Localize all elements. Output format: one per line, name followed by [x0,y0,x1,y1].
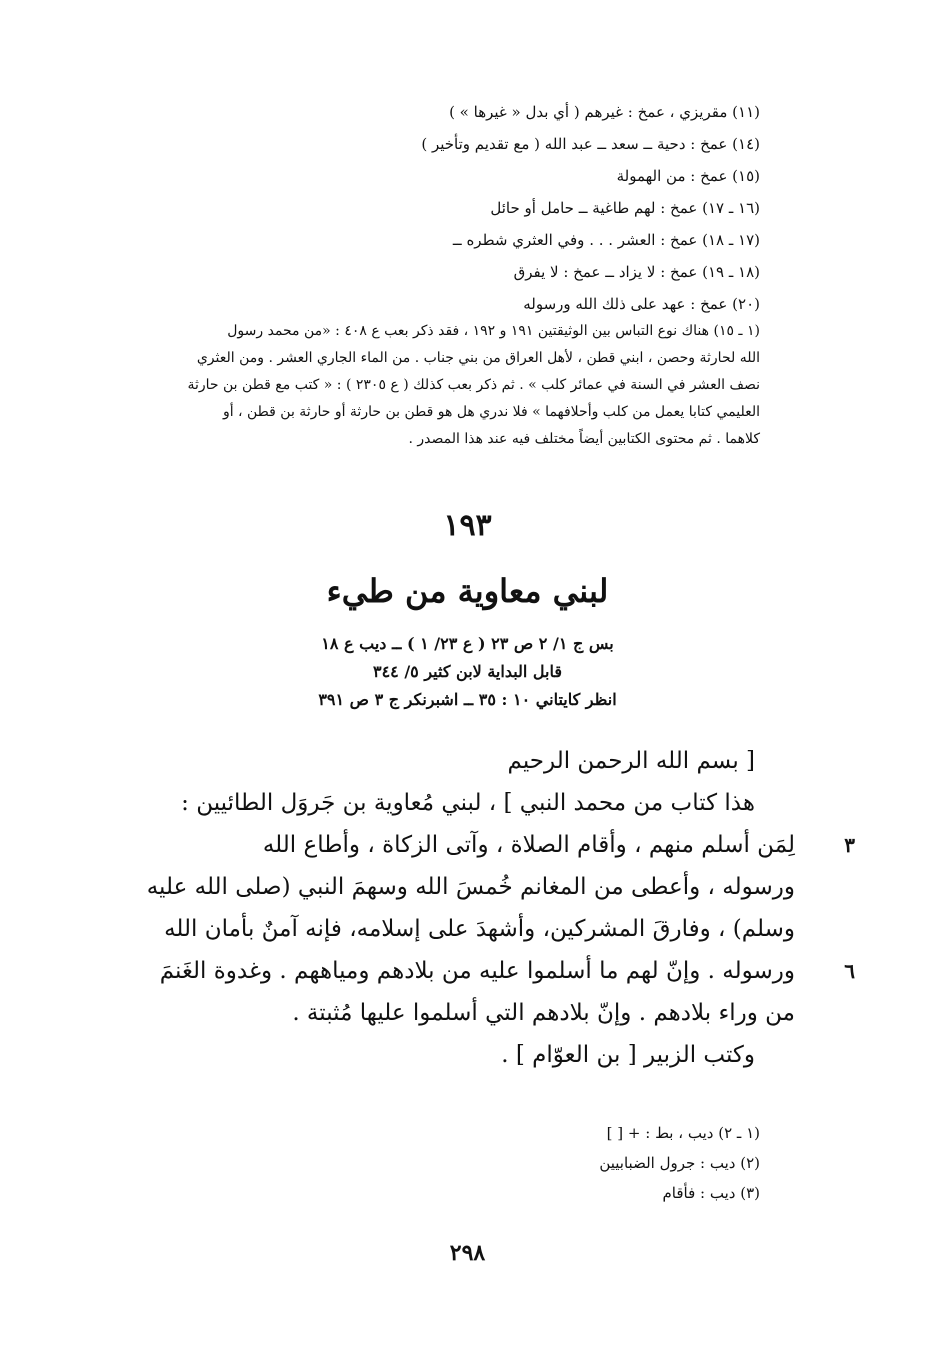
body-line-text: لِمَن أسلم منهم ، وأقام الصلاة ، وآتى الزكاة ، وأطاع الله [262,832,795,858]
footnote: (١٨ ـ ١٩) عمخ : لا يزاد ــ عمخ : لا يفرق [513,263,760,281]
commentary-line: الله لحارثة وحصن ، ابني قطن ، لأهل العراق من بني جناب . من الماء الجاري العشر . ومن العثري [196,350,760,366]
body-line-text: وكتب الزبير [ بن العوّام ] . [501,1042,755,1068]
commentary-line: (١ ـ ١٥) هناك نوع التباس بين الوثيقتين ١٩١ و ١٩٢ ، فقد ذكر بعب ع ٤٠٨ : «من محمد رسول [227,323,760,339]
document-title: لبني معاوية من طيء [326,572,609,610]
source-references [0,630,935,714]
body-line-text: [ بسم الله الرحمن الرحيم [507,748,755,774]
line-number: ٦ [844,959,855,983]
commentary-paragraph [145,318,760,453]
source-line: قابل البداية لابن كثير ٥/ ٣٤٤ [372,662,563,681]
source-line: انظر كايتاني ١٠ : ٣٥ ــ اشبرنكر ج ٣ ص ٣٩١ [318,690,617,709]
source-line: بس ج ١/ ٢ ص ٢٣ ( ع ٢٣/ ١ ) ــ ديب ع ١٨ [321,634,614,653]
footnote: (٢) ديب : جرول الضبابيين [599,1154,760,1172]
body-line [155,950,855,992]
document-body [146,740,855,1076]
commentary-line: نصف العشر في السنة في عمائر كلب » . ثم ذكر بعب كذلك ( ع ٢٣٠٥ ) : « كتب مع قطن بن حارثة [187,377,760,393]
commentary-line: العليمي كتابا يعمل من كلب وأحلافهما » فلا ندري هل هو قطن بن حارثة أو حارثة بن قطن ، أو [222,404,760,420]
body-line [155,1034,795,1076]
line-number: ٣ [844,833,855,857]
document-number: ١٩٣ [443,508,492,543]
commentary-line: كلاهما . ثم محتوى الكتابين أيضاً مختلف فيه عند هذا المصدر . [408,431,760,447]
body-line [155,992,795,1034]
footnote: (١٦ ـ ١٧) عمخ : لهم طاغية ــ حامل أو حائل [490,199,760,217]
body-line-text: من وراء بلادهم . وإنّ بلادهم التي أسلموا عليها مُثبتة . [292,1000,795,1026]
footnote: (١٧ ـ ١٨) عمخ : العشر . . . وفي العثري شطره ــ [452,231,760,249]
footnote: (١١) مقريزي ، عمخ : غيرهم ( أي بدل « غيرها » ) [449,103,760,121]
body-line [155,824,855,866]
body-line [155,782,795,824]
body-line [155,908,795,950]
body-line-text: وسلم) ، وفارقَ المشركين، وأشهدَ على إسلامه، فإنه آمنٌ بأمان الله [164,916,795,942]
body-line-text: ورسوله ، وأعطى من المغانم خُمسَ الله وسهمَ النبي (صلى الله عليه [146,874,795,900]
body-line [155,740,795,782]
bottom-footnotes [360,1118,760,1208]
body-line-text: هذا كتاب من محمد النبي ] ، لبني مُعاوية بن جَروَل الطائيين : [181,790,755,816]
body-line [146,866,795,908]
footnote: (٣) ديب : فأقام [662,1184,760,1202]
top-footnotes [160,96,760,320]
footnote: (١٤) عمخ : دحية ــ سعد ــ عبد الله ( مع تقديم وتأخير ) [421,135,760,153]
footnote: (٢٠) عمخ : عهد على ذلك الله ورسوله [523,295,760,313]
footnote: (١ ـ ٢) ديب ، بط : + [ ] [606,1124,760,1142]
body-line-text: ورسوله . وإنّ لهم ما أسلموا عليه من بلادهم ومياههم . وغدوة الغَنمَ [159,958,795,984]
footnote: (١٥) عمخ : من الهمولة [616,167,760,185]
page-number: ٢٩٨ [449,1240,486,1266]
